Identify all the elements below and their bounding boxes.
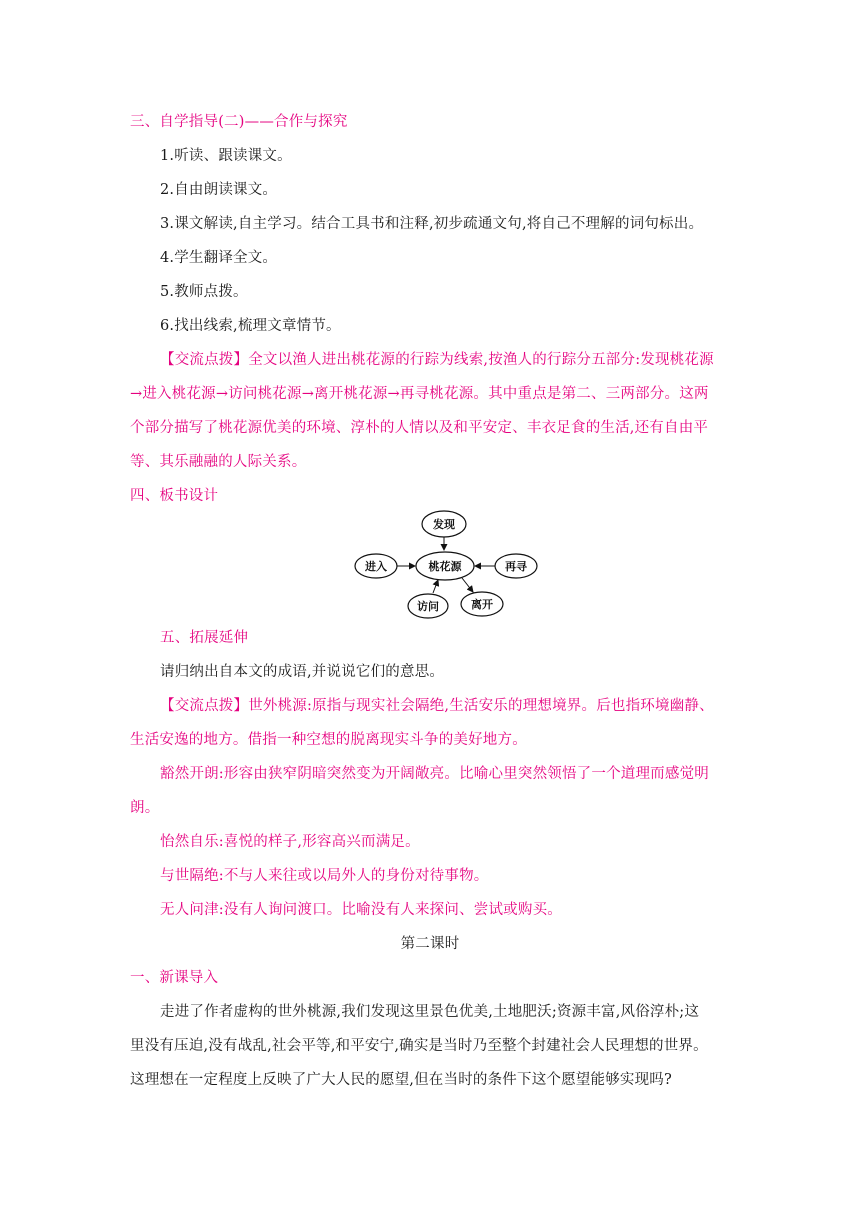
node-bottom-right-label: 离开 — [471, 598, 493, 611]
board-diagram — [340, 506, 550, 624]
node-bottom-right — [461, 592, 503, 616]
note-line: 等、其乐融融的人际关系。 — [130, 454, 307, 470]
note-line: 个部分描写了桃花源优美的环境、淳朴的人情以及和平安定、丰衣足食的生活,还有自由平 — [130, 420, 709, 436]
node-right-label: 再寻 — [505, 560, 527, 573]
idiom-line: 怡然自乐:喜悦的样子,形容高兴而满足。 — [160, 834, 420, 850]
node-left — [355, 554, 397, 578]
intro-line: 里没有压迫,没有战乱,社会平等,和平安宁,确实是当时乃至整个封建社会人民理想的世界。 — [130, 1038, 708, 1054]
intro-line: 这理想在一定程度上反映了广大人民的愿望,但在当时的条件下这个愿望能够实现吗? — [130, 1072, 672, 1088]
node-top — [422, 511, 466, 537]
idiom-line: 无人问津:没有人询问渡口。比喻没有人来探问、尝试或购买。 — [160, 902, 562, 918]
node-bottom-left — [408, 594, 448, 618]
node-right — [495, 554, 537, 578]
list-item: 3.课文解读,自主学习。结合工具书和注释,初步疏通文句,将自己不理解的词句标出。 — [160, 216, 704, 232]
idiom-line: 与世隔绝:不与人来往或以局外人的身份对待事物。 — [160, 868, 489, 884]
list-item: 4.学生翻译全文。 — [160, 250, 278, 266]
idiom-line: 【交流点拨】世外桃源:原指与现实社会隔绝,生活安乐的理想境界。后也指环境幽静、 — [160, 698, 714, 714]
node-left-label: 进入 — [365, 560, 387, 573]
section-4-heading: 四、板书设计 — [130, 488, 219, 504]
idiom-line: 豁然开朗:形容由狭窄阴暗突然变为开阔敞亮。比喻心里突然领悟了一个道理而感觉明 — [160, 766, 709, 782]
note-line: →进入桃花源→访问桃花源→离开桃花源→再寻桃花源。其中重点是第二、三两部分。这两 — [130, 386, 709, 402]
list-item: 1.听读、跟读课文。 — [160, 148, 292, 164]
section-3-heading: 三、自学指导(二)——合作与探究 — [130, 114, 348, 130]
node-center-label: 桃花源 — [428, 560, 462, 573]
list-item: 5.教师点拨。 — [160, 284, 248, 300]
list-item: 2.自由朗读课文。 — [160, 182, 278, 198]
node-center — [416, 552, 474, 580]
section-5-heading: 五、拓展延伸 — [160, 630, 249, 646]
list-item: 6.找出线索,梳理文章情节。 — [160, 318, 341, 334]
section-1-heading: 一、新课导入 — [130, 970, 219, 986]
lesson-title: 第二课时 — [400, 936, 460, 952]
idiom-line: 生活安逸的地方。借指一种空想的脱离现实斗争的美好地方。 — [130, 732, 527, 748]
note-line: 【交流点拨】全文以渔人进出桃花源的行踪为线索,按渔人的行踪分五部分:发现桃花源 — [160, 352, 714, 368]
prompt-text: 请归纳出自本文的成语,并说说它们的意思。 — [160, 664, 445, 680]
node-top-label: 发现 — [433, 518, 455, 531]
idiom-line: 朗。 — [130, 800, 160, 816]
node-bottom-left-label: 访问 — [417, 600, 439, 613]
intro-line: 走进了作者虚构的世外桃源,我们发现这里景色优美,土地肥沃;资源丰富,风俗淳朴;这 — [160, 1004, 700, 1020]
